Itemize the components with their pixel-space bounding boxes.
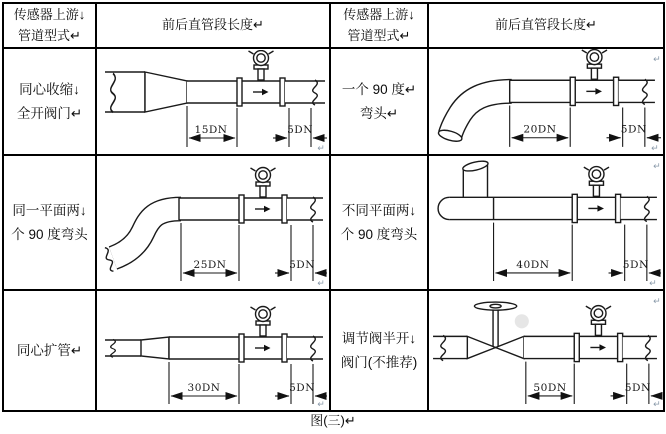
vortex-flowmeter-icon [239, 167, 287, 223]
pilcrow-mark: ↵ [317, 278, 325, 289]
pilcrow-mark: ↵ [317, 399, 325, 410]
header-upstream-type-left [3, 3, 96, 48]
pipe-downstream [285, 80, 325, 105]
dimension-5dn-label: 5DN [622, 258, 649, 271]
pilcrow-mark: ↵ [317, 143, 325, 154]
valve-diagram-svg [429, 291, 663, 410]
dimension-5dn-label: 5DN [620, 123, 647, 136]
dimensions [169, 362, 327, 404]
dimension-main-label: 25DN [193, 258, 227, 271]
dimension-main-label: 40DN [516, 258, 550, 271]
pilcrow-mark: ↵ [649, 279, 657, 290]
table-row [3, 290, 664, 411]
dimension-5dn-label: 5DN [289, 381, 315, 394]
elbow-pipe [437, 91, 511, 143]
dimensions [187, 106, 327, 147]
watermark-dot [515, 314, 529, 328]
header-upstream-type-right [330, 3, 428, 48]
vortex-flowmeter-icon [572, 167, 620, 223]
dimensions [526, 362, 662, 404]
dimension-main-label: 30DN [187, 381, 221, 394]
pipe-upstream [179, 198, 239, 220]
reducer-taper [145, 72, 187, 112]
pipe-small [105, 339, 141, 357]
label-half-open-regulating-valve: 调节阀半开↓ 阀门(不推荐) [330, 290, 428, 411]
gate-valve [467, 302, 523, 358]
elbow-diagram-svg [429, 49, 663, 154]
expander-diagram-svg [97, 292, 329, 410]
pipe-downstream [621, 196, 657, 221]
pipe-upstream [169, 337, 239, 359]
header-row [3, 3, 664, 48]
label-concentric-reducer-valve: 同心收缩↓ 全开阀门↵ [3, 48, 96, 155]
vertical-pipe [462, 159, 489, 197]
reducer-diagram-svg [97, 50, 329, 154]
table-row [3, 48, 664, 155]
pilcrow-mark: ↵ [653, 297, 661, 308]
diagram-one-90-elbow [428, 48, 664, 155]
figure-caption: 图(三)↵ [310, 413, 356, 428]
dimension-main-label: 15DN [194, 123, 228, 136]
header-line2: 管道型式↵ [347, 27, 411, 43]
table-row [3, 155, 664, 290]
diagram-two-elbows-same-plane [96, 155, 330, 290]
pipe-upstream [524, 337, 574, 359]
header-line2: 管道型式↵ [18, 27, 81, 43]
label-two-elbows-different-plane: 不同平面两↓ 个 90 度弯头 [330, 155, 428, 290]
dimension-main-label: 20DN [523, 123, 557, 136]
dimensions [510, 106, 661, 147]
vortex-flowmeter-icon [237, 50, 285, 106]
s-bend-pipe [103, 209, 181, 272]
dimension-5dn-label: 5DN [287, 123, 313, 136]
out-of-plane-elbow-diagram-svg [429, 156, 663, 289]
pipe-large [105, 72, 145, 112]
dimension-main-label: 50DN [533, 381, 567, 394]
dimension-5dn-label: 5DN [289, 258, 315, 271]
pipe-downstream [287, 336, 323, 361]
label-concentric-expander: 同心扩管↵ [3, 290, 96, 411]
label-two-elbows-same-plane: 同一平面两↓ 个 90 度弯头 [3, 155, 96, 290]
expander-taper [141, 337, 169, 359]
pilcrow-mark: ↵ [651, 143, 659, 154]
diagram-half-open-valve [428, 290, 664, 411]
pipe-left [433, 336, 467, 361]
vortex-flowmeter-icon [239, 306, 287, 362]
pipe-downstream [619, 79, 655, 104]
pilcrow-mark: ↵ [653, 55, 661, 66]
pilcrow-mark: ↵ [653, 162, 661, 173]
s-bend-diagram-svg [97, 157, 329, 289]
diagram-concentric-expander [96, 290, 330, 411]
pipe-downstream [287, 197, 323, 222]
dimensions [494, 223, 661, 281]
pipe-downstream [623, 336, 657, 361]
straight-pipe-requirements-table [2, 2, 665, 412]
vortex-flowmeter-icon [574, 306, 622, 362]
dimensions [181, 223, 327, 281]
valve-stem [493, 309, 498, 347]
dimension-5dn-label: 5DN [624, 381, 651, 394]
header-line1: 传感器上游↓ [13, 7, 86, 23]
diagram-concentric-reducer [96, 48, 330, 155]
header-straight-length-right: 前后直管段长度↵ [428, 3, 664, 48]
pipe-upstream [438, 197, 572, 219]
vortex-flowmeter-icon [570, 50, 618, 106]
header-straight-length-left: 前后直管段长度↵ [96, 3, 330, 48]
header-line1: 传感器上游↓ [343, 7, 415, 23]
diagram-two-elbows-different-plane [428, 155, 664, 290]
pipe-upstream [187, 81, 237, 103]
pilcrow-mark: ↵ [653, 400, 661, 411]
label-one-90-elbow: 一个 90 度↵ 弯头↵ [330, 48, 428, 155]
pipe-upstream [510, 80, 571, 102]
